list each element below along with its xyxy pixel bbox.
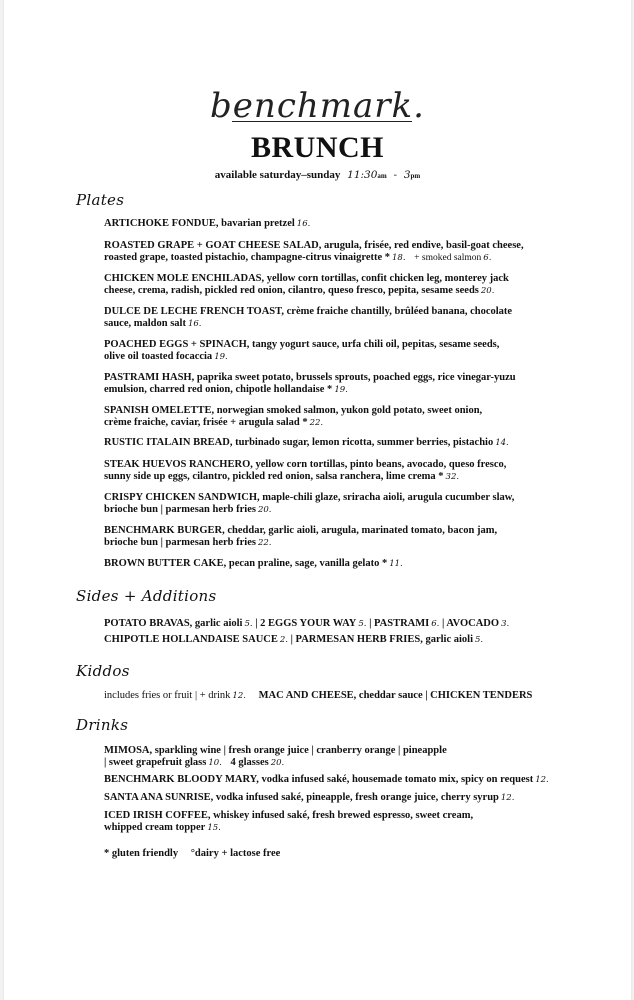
menu-item: DULCE DE LECHE FRENCH TOAST, crème fraiche chantilly, brûléed banana, chocolate sauce, maldon salt 16. bbox=[104, 306, 513, 329]
section-heading-drinks: Drinks bbox=[76, 716, 129, 734]
menu-item: SANTA ANA SUNRISE, vodka infused saké, pineapple, fresh orange juice, cherry syrup 12. bbox=[104, 792, 515, 803]
menu-item: POACHED EGGS + SPINACH, tangy yogurt sauce, urfa chili oil, pepitas, sesame seeds, olive oil toasted focaccia 19. bbox=[104, 339, 500, 362]
menu-page bbox=[4, 0, 631, 1000]
menu-item: BROWN BUTTER CAKE, pecan praline, sage, vanilla gelato * 11. bbox=[104, 558, 403, 569]
logo-underline bbox=[232, 121, 412, 122]
menu-item: BENCHMARK BURGER, cheddar, garlic aioli, arugula, marinated tomato, bacon jam, brioche bun | parmesan herb fries 22. bbox=[104, 525, 498, 548]
menu-item: ICED IRISH COFFEE, whiskey infused saké, fresh brewed espresso, sweet cream, whipped cream topper 15. bbox=[104, 810, 474, 833]
menu-item: CRISPY CHICKEN SANDWICH, maple-chili glaze, sriracha aioli, arugula cucumber slaw, brioche bun | parmesan herb fries 20. bbox=[104, 492, 515, 515]
section-heading-sides: Sides + Additions bbox=[76, 587, 217, 605]
menu-item: PASTRAMI HASH, paprika sweet potato, brussels sprouts, poached eggs, rice vinegar-yuzu emulsion, charred red onion, chipotle hollandaise * 19. bbox=[104, 372, 516, 395]
sides-line-2: CHIPOTLE HOLLANDAISE SAUCE 2. | PARMESAN HERB FRIES, garlic aioli 5. bbox=[104, 634, 484, 645]
time-separator: - bbox=[393, 169, 398, 181]
page-title: BRUNCH bbox=[250, 131, 384, 164]
section-heading-plates: Plates bbox=[76, 191, 125, 209]
menu-item: RUSTIC ITALAIN BREAD, turbinado sugar, lemon ricotta, summer berries, pistachio 14. bbox=[104, 437, 509, 448]
gluten-note: * gluten friendly bbox=[104, 848, 179, 859]
menu-item: ARTICHOKE FONDUE, bavarian pretzel 16. bbox=[104, 218, 311, 229]
logo: benchmark. bbox=[210, 86, 425, 126]
pm-label: pm bbox=[410, 172, 421, 180]
menu-item: CHICKEN MOLE ENCHILADAS, yellow corn tortillas, confit chicken leg, monterey jack cheese, crema, radish, pickled red onion, cilantro, queso fresco, pepita, sesame seeds 20. bbox=[104, 273, 509, 296]
availability-text: available saturday–sunday bbox=[214, 169, 341, 181]
dietary-legend bbox=[104, 848, 280, 859]
time-end: 3 bbox=[403, 169, 411, 181]
sides-line-1: POTATO BRAVAS, garlic aioli 5. | 2 EGGS YOUR WAY 5. | PASTRAMI 6. | AVOCADO 3. bbox=[104, 618, 510, 629]
menu-item: STEAK HUEVOS RANCHERO, yellow corn tortillas, pinto beans, avocado, queso fresco, sunny side up eggs, cilantro, pickled red onion, salsa ranchera, lime crema * 32. bbox=[104, 459, 507, 482]
kiddos-line: includes fries or fruit | + drink 12. MAC AND CHEESE, cheddar sauce | CHICKEN TENDERS bbox=[104, 690, 533, 701]
section-heading-kiddos: Kiddos bbox=[76, 662, 130, 680]
availability bbox=[4, 169, 631, 181]
time-start: 11:30 bbox=[347, 169, 378, 181]
am-label: am bbox=[377, 172, 387, 180]
dairy-note: °dairy + lactose free bbox=[190, 848, 281, 859]
menu-item: MIMOSA, sparkling wine | fresh orange juice | cranberry orange | pineapple | sweet grapefruit glass 10. 4 glasses 20. bbox=[104, 745, 447, 768]
menu-item: SPANISH OMELETTE, norwegian smoked salmon, yukon gold potato, sweet onion, crème fraiche, caviar, frisée + arugula salad * 22. bbox=[104, 405, 483, 428]
menu-item: BENCHMARK BLOODY MARY, vodka infused saké, housemade tomato mix, spicy on request 12. bbox=[104, 774, 549, 785]
menu-item: ROASTED GRAPE + GOAT CHEESE SALAD, arugula, frisée, red endive, basil-goat cheese, roasted grape, toasted pistachio, champagne-citrus vinaigrette * 18. + smoked salmon 6. bbox=[104, 240, 524, 263]
